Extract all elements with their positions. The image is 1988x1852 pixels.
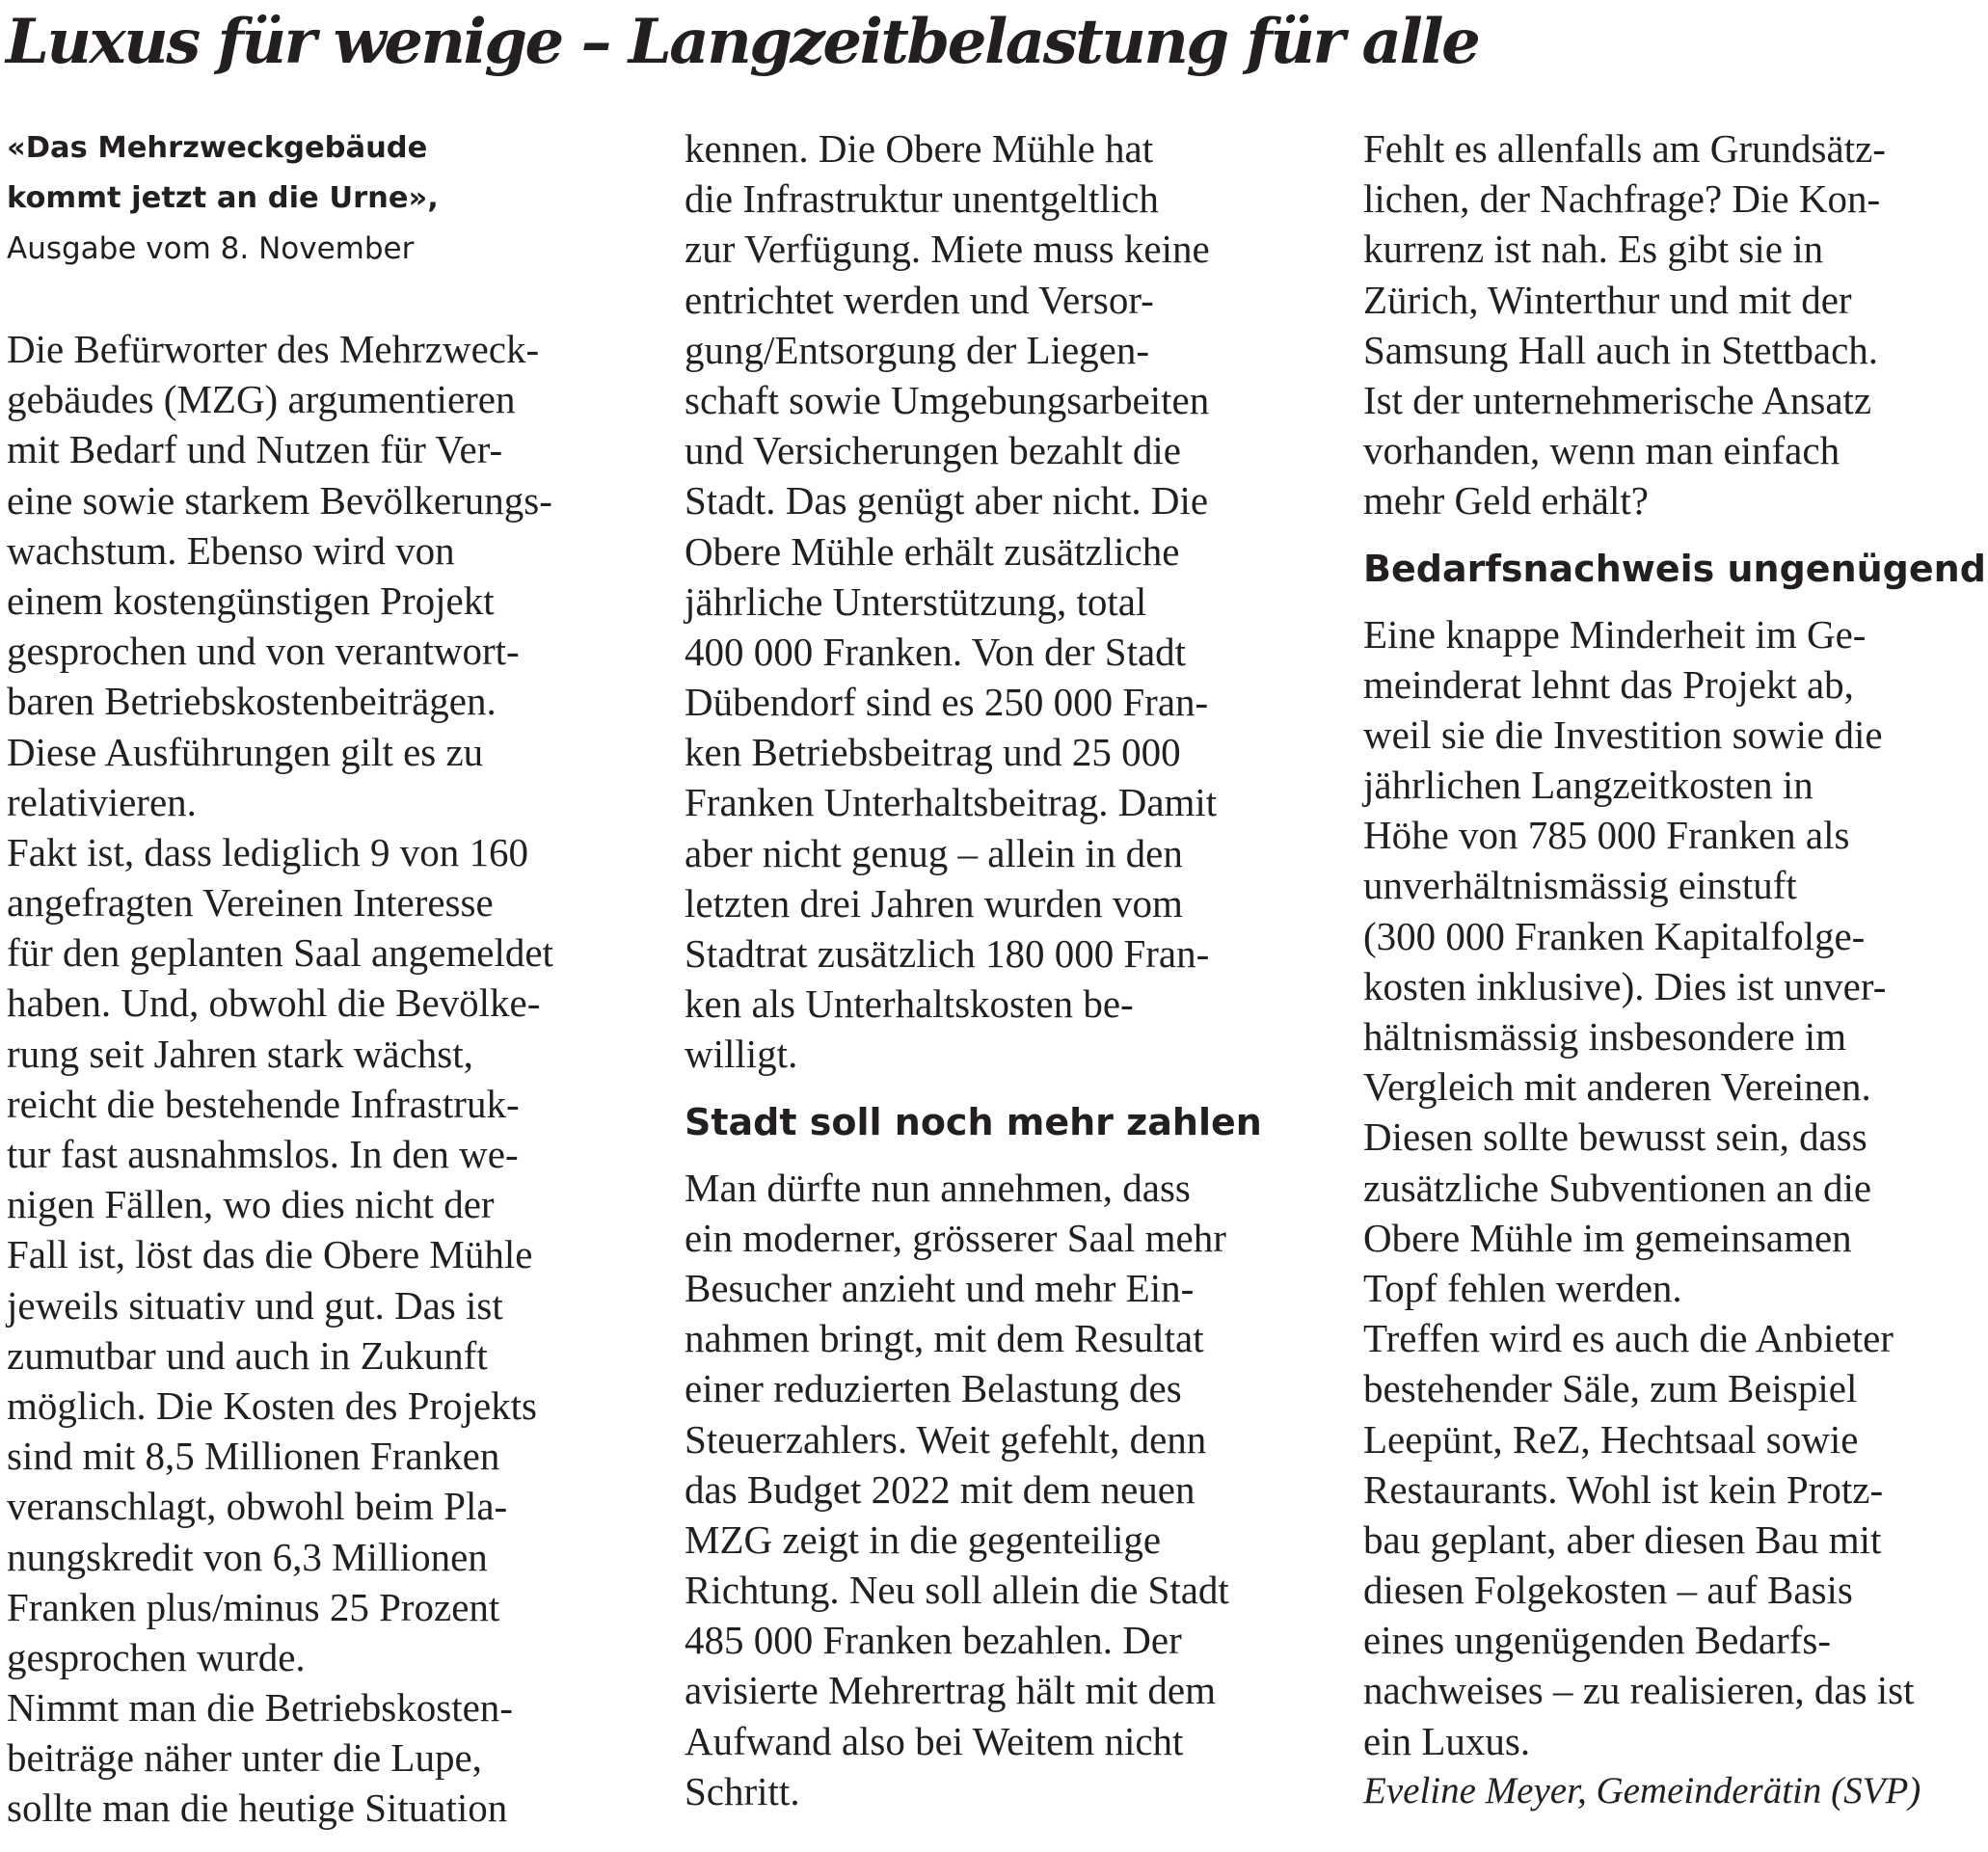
- text-line: gebäudes (MZG) argumentieren: [7, 377, 516, 422]
- text-line: Samsung Hall auch in Stettbach.: [1363, 327, 1879, 372]
- text-line: reicht die bestehende Infrastruk-: [7, 1081, 520, 1126]
- text-line: nahmen bringt, mit dem Resultat: [685, 1316, 1204, 1361]
- text-line: Franken plus/minus 25 Prozent: [7, 1584, 500, 1629]
- text-line: für den geplanten Saal angemeldet: [7, 930, 553, 976]
- text-line: die Infrastruktur unentgeltlich: [685, 176, 1159, 222]
- reference-block: [7, 123, 643, 274]
- text-line: letzten drei Jahren wurden vom: [685, 880, 1183, 926]
- text-line: kurrenz ist nah. Es gibt sie in: [1363, 227, 1824, 272]
- text-line: veranschlagt, obwohl beim Pla-: [7, 1484, 508, 1529]
- text-line: Ist der unternehmerische Ansatz: [1363, 377, 1872, 422]
- text-line: ein Luxus.: [1363, 1718, 1531, 1763]
- subheading: Bedarfsnachweis ungenügend: [1363, 547, 1986, 590]
- text-line: sind mit 8,5 Millionen Franken: [7, 1434, 500, 1479]
- text-line: nungskredit von 6,3 Millionen: [7, 1534, 488, 1579]
- text-line: einem kostengünstigen Projekt: [7, 577, 495, 623]
- text-line: Topf fehlen werden.: [1363, 1265, 1682, 1310]
- text-line: vorhanden, wenn man einfach: [1363, 428, 1840, 473]
- paragraph: [7, 827, 643, 1682]
- text-line: Man dürfte nun annehmen, dass: [685, 1165, 1191, 1210]
- text-line: kosten inklusive). Dies ist unver-: [1363, 963, 1887, 1008]
- text-line: willigt.: [685, 1032, 798, 1077]
- text-line: jeweils situativ und gut. Das ist: [7, 1282, 503, 1328]
- text-line: Dübendorf sind es 250 000 Fran-: [685, 680, 1209, 725]
- text-line: jährlichen Langzeitkosten in: [1363, 763, 1813, 808]
- text-line: angefragten Vereinen Interesse: [7, 880, 494, 926]
- text-line: und Versicherungen bezahlt die: [685, 428, 1181, 473]
- column-1: [7, 123, 643, 1834]
- paragraph: [685, 123, 1321, 1080]
- text-line: gesprochen wurde.: [7, 1634, 306, 1679]
- text-line: rung seit Jahren stark wächst,: [7, 1031, 473, 1076]
- text-line: zusätzliche Subventionen an die: [1363, 1165, 1872, 1210]
- text-line: zur Verfügung. Miete muss keine: [685, 227, 1210, 272]
- text-line: Steuerzahlers. Weit gefehlt, denn: [685, 1416, 1207, 1462]
- text-line: wachstum. Ebenso wird von: [7, 527, 455, 573]
- text-line: Aufwand also bei Weitem nicht: [685, 1718, 1184, 1763]
- text-line: avisierte Mehrertrag hält mit dem: [685, 1668, 1217, 1713]
- text-line: Obere Mühle erhält zusätzliche: [685, 528, 1180, 574]
- text-line: Fehlt es allenfalls am Grundsätz-: [1363, 126, 1886, 171]
- reference-title-line: kommt jetzt an die Urne»,: [7, 181, 439, 215]
- paragraph: [7, 1682, 643, 1834]
- text-line: baren Betriebskostenbeiträgen.: [7, 679, 497, 724]
- text-line: hältnismässig insbesondere im: [1363, 1014, 1847, 1059]
- text-line: eine sowie starkem Bevölkerungs-: [7, 477, 552, 523]
- text-line: zumutbar und auch in Zukunft: [7, 1332, 488, 1378]
- text-line: Stadt. Das genügt aber nicht. Die: [685, 478, 1209, 523]
- paragraph: [1363, 123, 1980, 526]
- text-line: lichen, der Nachfrage? Die Kon-: [1363, 176, 1881, 222]
- column-3: [1363, 123, 1986, 1816]
- text-line: Fall ist, löst das die Obere Mühle: [7, 1232, 533, 1277]
- text-line: sollte man die heutige Situation: [7, 1785, 508, 1831]
- text-line: MZG zeigt in die gegenteilige: [685, 1516, 1162, 1562]
- subheading: Stadt soll noch mehr zahlen: [685, 1100, 1262, 1143]
- paragraph: [1363, 1313, 1980, 1766]
- text-line: Höhe von 785 000 Franken als: [1363, 813, 1850, 858]
- paragraph: [1363, 609, 1980, 1314]
- text-line: meinderat lehnt das Projekt ab,: [1363, 661, 1854, 707]
- text-line: 485 000 Franken bezahlen. Der: [685, 1618, 1182, 1663]
- column-2: [685, 123, 1321, 1816]
- text-line: Franken Unterhaltsbeitrag. Damit: [685, 780, 1218, 825]
- text-line: Obere Mühle im gemeinsamen: [1363, 1215, 1852, 1260]
- text-line: möglich. Die Kosten des Projekts: [7, 1382, 538, 1428]
- text-line: schaft sowie Umgebungsarbeiten: [685, 377, 1210, 422]
- text-line: nigen Fällen, wo dies nicht der: [7, 1182, 495, 1227]
- text-line: Diese Ausführungen gilt es zu: [7, 729, 484, 774]
- text-line: relativieren.: [7, 779, 197, 824]
- text-line: Treffen wird es auch die Anbieter: [1363, 1316, 1894, 1361]
- text-line: jährliche Unterstützung, total: [685, 578, 1147, 624]
- text-line: tur fast ausnahmslos. In den we-: [7, 1132, 519, 1176]
- text-line: Besucher anzieht und mehr Ein-: [685, 1265, 1195, 1310]
- text-line: ken als Unterhaltskosten be-: [685, 981, 1134, 1027]
- text-line: haben. Und, obwohl die Bevölke-: [7, 980, 541, 1026]
- headline: Luxus für wenige – Langzeitbelastung für alle: [6, 6, 1479, 78]
- text-line: Stadtrat zusätzlich 180 000 Fran-: [685, 931, 1210, 976]
- text-line: Zürich, Winterthur und mit der: [1363, 277, 1852, 322]
- text-line: bau geplant, aber diesen Bau mit: [1363, 1516, 1882, 1562]
- text-line: Richtung. Neu soll allein die Stadt: [685, 1568, 1229, 1613]
- text-line: mehr Geld erhält?: [1363, 478, 1649, 523]
- text-line: gung/Entsorgung der Liegen-: [685, 327, 1150, 372]
- text-line: nachweises – zu realisieren, das ist: [1363, 1668, 1915, 1713]
- spacer: [7, 274, 643, 324]
- paragraph: [685, 1163, 1321, 1816]
- text-line: Eine knappe Minderheit im Ge-: [1363, 611, 1867, 657]
- text-line: weil sie die Investition sowie die: [1363, 711, 1883, 757]
- text-line: Diesen sollte bewusst sein, dass: [1363, 1114, 1867, 1160]
- text-line: ein moderner, grösserer Saal mehr: [685, 1215, 1226, 1260]
- paragraph: [7, 324, 643, 827]
- text-line: Leepünt, ReZ, Hechtsaal sowie: [1363, 1416, 1859, 1462]
- text-line: Schritt.: [685, 1768, 800, 1813]
- text-line: Nimmt man die Betriebskosten-: [7, 1685, 513, 1731]
- author-signature: Eveline Meyer, Gemeinderätin (SVP): [1363, 1769, 1921, 1812]
- text-line: einer reduzierten Belastung des: [685, 1366, 1182, 1411]
- reference-edition: Ausgabe vom 8. November: [7, 231, 415, 266]
- text-line: eines ungenügenden Bedarfs-: [1363, 1618, 1831, 1663]
- text-line: Restaurants. Wohl ist kein Protz-: [1363, 1466, 1884, 1512]
- text-line: das Budget 2022 mit dem neuen: [685, 1466, 1195, 1512]
- text-line: mit Bedarf und Nutzen für Ver-: [7, 427, 503, 472]
- text-line: Die Befürworter des Mehrzweck-: [7, 327, 540, 371]
- text-line: Fakt ist, dass lediglich 9 von 160: [7, 829, 528, 874]
- text-line: 400 000 Franken. Von der Stadt: [685, 629, 1187, 674]
- text-line: aber nicht genug – allein in den: [685, 830, 1183, 875]
- text-line: entrichtet werden und Versor-: [685, 277, 1154, 322]
- text-line: gesprochen und von verantwort-: [7, 629, 520, 674]
- text-line: kennen. Die Obere Mühle hat: [685, 126, 1154, 171]
- text-line: (300 000 Franken Kapitalfolge-: [1363, 913, 1866, 958]
- reference-title-line: «Das Mehrzweckgebäude: [7, 131, 428, 165]
- text-line: bestehender Säle, zum Beispiel: [1363, 1366, 1858, 1411]
- text-line: Vergleich mit anderen Vereinen.: [1363, 1064, 1871, 1110]
- text-line: diesen Folgekosten – auf Basis: [1363, 1568, 1853, 1613]
- text-line: ken Betriebsbeitrag und 25 000: [685, 730, 1181, 775]
- text-line: beiträge näher unter die Lupe,: [7, 1735, 482, 1781]
- text-line: unverhältnismässig einstuft: [1363, 863, 1797, 908]
